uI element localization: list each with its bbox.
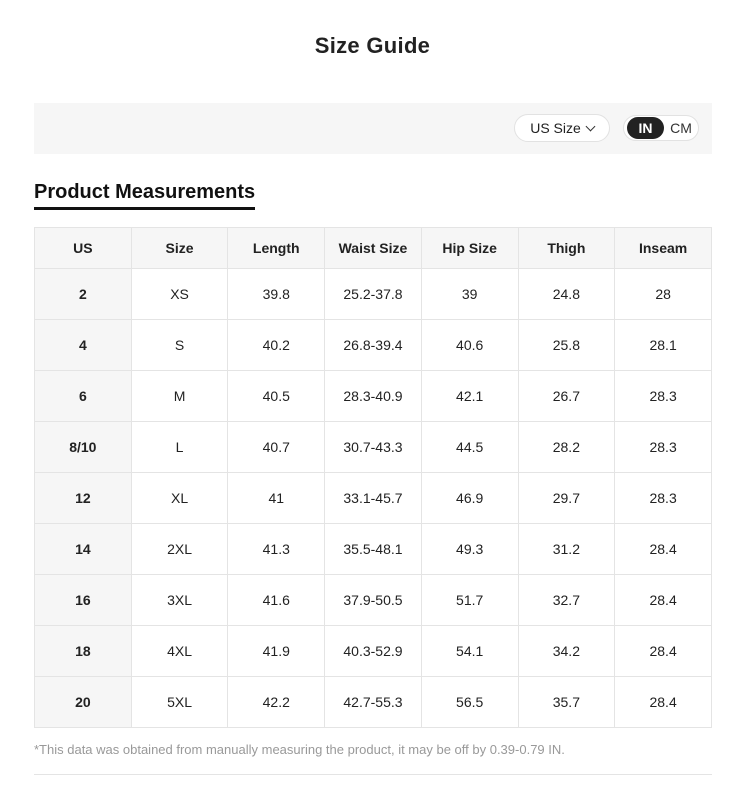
table-cell-us: 14 (35, 524, 132, 575)
table-row (35, 626, 712, 677)
table-cell: 39.8 (228, 269, 325, 320)
chevron-down-icon (585, 121, 595, 131)
table-cell: 51.7 (421, 575, 518, 626)
table-cell: XL (131, 473, 228, 524)
column-header-size: Size (131, 228, 228, 269)
column-header-us: US (35, 228, 132, 269)
measurements-table (34, 227, 712, 728)
table-cell: 49.3 (421, 524, 518, 575)
table-cell: 41.3 (228, 524, 325, 575)
table-cell: 41.6 (228, 575, 325, 626)
table-cell: 31.2 (518, 524, 615, 575)
column-header-inseam: Inseam (615, 228, 712, 269)
table-row (35, 575, 712, 626)
table-cell: 40.2 (228, 320, 325, 371)
table-cell: 28.4 (615, 575, 712, 626)
table-cell: 32.7 (518, 575, 615, 626)
table-cell: 34.2 (518, 626, 615, 677)
table-cell: 2XL (131, 524, 228, 575)
divider (34, 774, 712, 775)
table-row (35, 422, 712, 473)
table-cell: 44.5 (421, 422, 518, 473)
table-cell: 42.2 (228, 677, 325, 728)
table-cell-us: 20 (35, 677, 132, 728)
table-cell: 33.1-45.7 (325, 473, 422, 524)
table-cell: 28 (615, 269, 712, 320)
table-cell: 28.4 (615, 677, 712, 728)
measurement-disclaimer: *This data was obtained from manually measuring the product, it may be off by 0.39-0.79 IN. (34, 742, 565, 757)
table-cell: 26.8-39.4 (325, 320, 422, 371)
table-cell: L (131, 422, 228, 473)
table-cell: XS (131, 269, 228, 320)
size-toolbar (34, 103, 712, 154)
column-header-waist-size: Waist Size (325, 228, 422, 269)
table-cell: 41.9 (228, 626, 325, 677)
unit-toggle (623, 115, 699, 141)
table-cell: 25.2-37.8 (325, 269, 422, 320)
table-cell: 26.7 (518, 371, 615, 422)
table-row (35, 371, 712, 422)
table-cell: 28.4 (615, 524, 712, 575)
table-cell: 24.8 (518, 269, 615, 320)
column-header-hip-size: Hip Size (421, 228, 518, 269)
table-cell: 30.7-43.3 (325, 422, 422, 473)
table-cell: M (131, 371, 228, 422)
table-cell: 28.3 (615, 371, 712, 422)
table-cell-us: 8/10 (35, 422, 132, 473)
table-cell-us: 12 (35, 473, 132, 524)
table-cell: 40.7 (228, 422, 325, 473)
size-system-label: US Size (530, 120, 581, 136)
table-cell-us: 6 (35, 371, 132, 422)
table-cell: 40.3-52.9 (325, 626, 422, 677)
table-row (35, 269, 712, 320)
table-cell-us: 16 (35, 575, 132, 626)
table-cell: 3XL (131, 575, 228, 626)
table-cell: 37.9-50.5 (325, 575, 422, 626)
column-header-length: Length (228, 228, 325, 269)
unit-in-button[interactable]: IN (627, 117, 664, 139)
table-row (35, 677, 712, 728)
table-cell: 28.2 (518, 422, 615, 473)
table-cell-us: 18 (35, 626, 132, 677)
table-cell: 56.5 (421, 677, 518, 728)
table-cell: 41 (228, 473, 325, 524)
table-cell: 42.7-55.3 (325, 677, 422, 728)
column-header-thigh: Thigh (518, 228, 615, 269)
table-cell: 5XL (131, 677, 228, 728)
table-cell: 29.7 (518, 473, 615, 524)
table-cell: 28.4 (615, 626, 712, 677)
table-cell: 28.3 (615, 422, 712, 473)
table-cell: 42.1 (421, 371, 518, 422)
table-cell: 28.3 (615, 473, 712, 524)
table-cell: 46.9 (421, 473, 518, 524)
table-cell: 40.5 (228, 371, 325, 422)
table-row (35, 524, 712, 575)
unit-cm-button[interactable]: CM (670, 120, 692, 136)
table-cell: 35.5-48.1 (325, 524, 422, 575)
table-header-row (35, 228, 712, 269)
section-heading: Product Measurements (34, 181, 255, 210)
table-cell: 4XL (131, 626, 228, 677)
table-row (35, 320, 712, 371)
table-cell: 28.3-40.9 (325, 371, 422, 422)
size-system-dropdown[interactable] (514, 114, 610, 142)
table-cell: 40.6 (421, 320, 518, 371)
page-title: Size Guide (314, 33, 431, 58)
table-cell-us: 4 (35, 320, 132, 371)
table-cell: 54.1 (421, 626, 518, 677)
table-cell-us: 2 (35, 269, 132, 320)
table-row (35, 473, 712, 524)
table-cell: S (131, 320, 228, 371)
table-cell: 39 (421, 269, 518, 320)
table-cell: 28.1 (615, 320, 712, 371)
table-cell: 35.7 (518, 677, 615, 728)
table-cell: 25.8 (518, 320, 615, 371)
